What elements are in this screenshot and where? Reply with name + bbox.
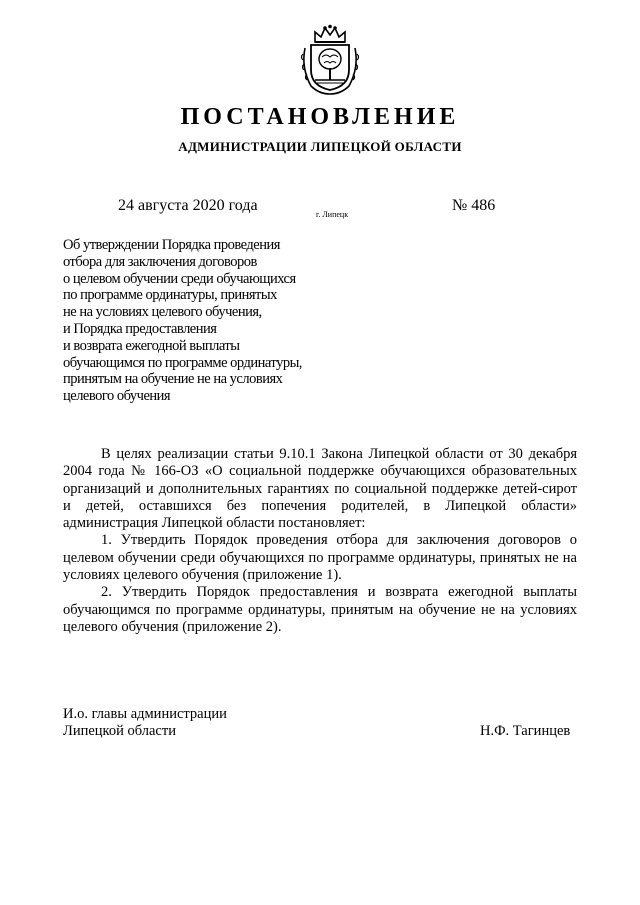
signatory-position-line: И.о. главы администрации [63,706,227,722]
document-date: 24 августа 2020 года [118,197,258,214]
document-subject [63,237,393,405]
subject-line: не на условиях целевого обучения, [63,304,262,321]
subject-line: по программе ординатуры, принятых [63,287,277,304]
signatory-position-line: Липецкой области [63,723,176,740]
signatory-name: Н.Ф. Тагинцев [480,723,571,739]
signatory-position [63,706,227,741]
subject-line: и Порядка предоставления [63,320,217,337]
document-city: г. Липецк [316,210,349,219]
subject-line: о целевом обучении среди обучающихся [63,270,296,287]
subject-line: принятым на обучение не на условиях [63,371,283,388]
subject-line: целевого обучения [63,388,171,405]
issuing-authority: АДМИНИСТРАЦИИ ЛИПЕЦКОЙ ОБЛАСТИ [178,139,462,154]
document-number: № 486 [452,197,496,214]
document-body [63,446,577,636]
subject-line: и возврата ежегодной выплаты [63,337,240,354]
subject-line: обучающимся по программе ординатуры, [63,354,302,371]
document-title: ПОСТАНОВЛЕНИЕ [180,104,460,130]
clause-2-paragraph: 2. Утвердить Порядок предоставления и возврата ежегодной выплаты обучающимся по программе ординатуры, принятым на обучение не на условиях целевого обучения (приложение 2). [63,584,577,635]
clause-1-paragraph: 1. Утвердить Порядок проведения отбора для заключения договоров о целевом обучении среди обучающихся по программе ординатуры, принятых не на условиях целевого обучения (приложение 1). [63,532,577,584]
subject-line: отбора для заключения договоров [63,253,257,270]
preamble-paragraph: В целях реализации статьи 9.10.1 Закона Липецкой области от 30 декабря 2004 года № 166-ОЗ «О социальной поддержке обучающихся образовательных организаций и дополнительных гарантиях по социальной поддержке детей-сирот и детей, оставшихся без попечения родителей, в Липецкой области» администрация Липецкой области постановляет: [63,446,577,532]
coat-of-arms-emblem-icon [299,24,361,96]
subject-line: Об утверждении Порядка проведения [63,237,280,253]
